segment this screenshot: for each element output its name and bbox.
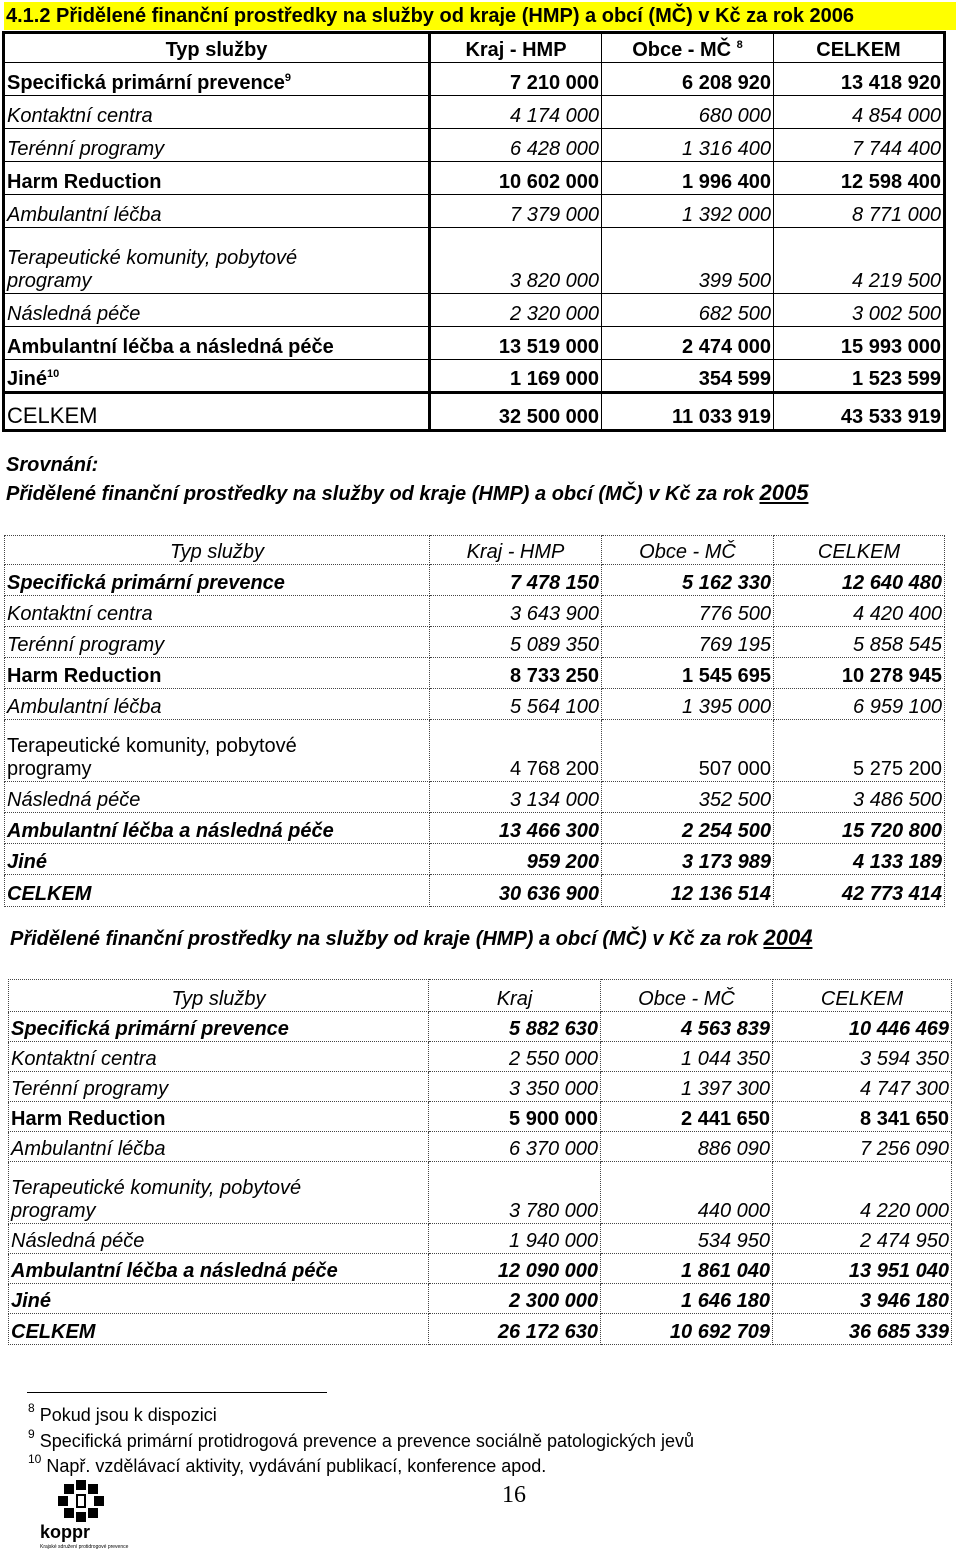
row-label: Terapeutické komunity, pobytové programy — [5, 720, 430, 782]
cell-obce: 6 208 920 — [602, 63, 774, 96]
section-heading: 4.1.2 Přidělené finanční prostředky na služby od kraje (HMP) a obcí (MČ) v Kč za rok 2006 — [4, 2, 956, 30]
cell-celkem: 3 002 500 — [774, 294, 945, 327]
cell-celkem: 13 951 040 — [773, 1254, 952, 1284]
cell-celkem: 12 640 480 — [774, 565, 945, 596]
cell-celkem: 10 278 945 — [774, 658, 945, 689]
cell-kraj: 3 780 000 — [429, 1162, 601, 1224]
cell-obce: 440 000 — [601, 1162, 773, 1224]
col-header-kraj: Kraj - HMP — [430, 33, 602, 63]
table-row — [4, 393, 945, 431]
row-label: Harm Reduction — [4, 162, 430, 195]
cell-celkem: 4 219 500 — [774, 228, 945, 294]
cell-celkem: 3 486 500 — [774, 782, 945, 813]
cell-kraj: 26 172 630 — [429, 1314, 601, 1345]
row-label: Ambulantní léčba a následná péče — [5, 813, 430, 844]
table-row — [9, 1284, 952, 1314]
cell-celkem: 4 133 189 — [774, 844, 945, 875]
row-label: Kontaktní centra — [4, 96, 430, 129]
row-label: Kontaktní centra — [5, 596, 430, 627]
cell-kraj: 5 089 350 — [430, 627, 602, 658]
table-row — [5, 627, 945, 658]
row-label: Jiné — [9, 1284, 429, 1314]
cell-obce: 1 996 400 — [602, 162, 774, 195]
cell-obce: 4 563 839 — [601, 1012, 773, 1042]
row-label: Ambulantní léčba — [4, 195, 430, 228]
cell-celkem: 4 420 400 — [774, 596, 945, 627]
cell-kraj: 3 820 000 — [430, 228, 602, 294]
table-row — [5, 844, 945, 875]
table-row — [5, 658, 945, 689]
cell-celkem: 2 474 950 — [773, 1224, 952, 1254]
cell-obce: 682 500 — [602, 294, 774, 327]
cell-kraj: 3 643 900 — [430, 596, 602, 627]
table-row — [9, 1162, 952, 1224]
row-label: Kontaktní centra — [9, 1042, 429, 1072]
cell-kraj: 5 564 100 — [430, 689, 602, 720]
row-label: Následná péče — [4, 294, 430, 327]
subtitle-2004: Přidělené finanční prostředky na služby od kraje (HMP) a obcí (MČ) v Kč za rok 2004 — [10, 925, 813, 950]
cell-obce: 1 646 180 — [601, 1284, 773, 1314]
cell-celkem: 4 220 000 — [773, 1162, 952, 1224]
cell-obce: 1 392 000 — [602, 195, 774, 228]
cell-celkem: 4 854 000 — [774, 96, 945, 129]
cell-obce: 776 500 — [602, 596, 774, 627]
table-header-row — [4, 33, 945, 63]
table-header-row — [5, 536, 945, 565]
row-label: CELKEM — [5, 875, 430, 907]
cell-kraj: 2 300 000 — [429, 1284, 601, 1314]
cell-celkem: 36 685 339 — [773, 1314, 952, 1345]
cell-obce: 354 599 — [602, 360, 774, 393]
cell-kraj: 10 602 000 — [430, 162, 602, 195]
col-header-obce: Obce - MČ — [602, 536, 774, 565]
table-row — [4, 327, 945, 360]
cell-kraj: 7 478 150 — [430, 565, 602, 596]
row-label: Terénní programy — [4, 129, 430, 162]
table-row — [5, 875, 945, 907]
table-row — [9, 1314, 952, 1345]
row-label: Ambulantní léčba — [5, 689, 430, 720]
cell-kraj: 1 169 000 — [430, 360, 602, 393]
cell-obce: 10 692 709 — [601, 1314, 773, 1345]
cell-obce: 886 090 — [601, 1132, 773, 1162]
cell-obce: 12 136 514 — [602, 875, 774, 907]
cell-kraj: 5 900 000 — [429, 1102, 601, 1132]
page-number: 16 — [502, 1482, 526, 1508]
col-header-kraj: Kraj - HMP — [430, 536, 602, 565]
cell-kraj: 959 200 — [430, 844, 602, 875]
cell-kraj: 5 882 630 — [429, 1012, 601, 1042]
table-2005 — [4, 535, 945, 907]
row-label: Ambulantní léčba — [9, 1132, 429, 1162]
row-label: Následná péče — [9, 1224, 429, 1254]
row-label: Jiné — [5, 844, 430, 875]
cell-celkem: 15 993 000 — [774, 327, 945, 360]
row-label: Terénní programy — [5, 627, 430, 658]
row-label: Ambulantní léčba a následná péče — [4, 327, 430, 360]
table-row — [4, 228, 945, 294]
cell-obce: 352 500 — [602, 782, 774, 813]
cell-kraj: 12 090 000 — [429, 1254, 601, 1284]
cell-celkem: 1 523 599 — [774, 360, 945, 393]
cell-kraj: 13 466 300 — [430, 813, 602, 844]
footnote-10: $^{10}$ Např. vzdělávací aktivity, vydávání publikací, konference apod. — [28, 1452, 547, 1476]
cell-kraj: 2 320 000 — [430, 294, 602, 327]
cell-kraj: 8 733 250 — [430, 658, 602, 689]
cell-kraj: 30 636 900 — [430, 875, 602, 907]
cell-celkem: 3 946 180 — [773, 1284, 952, 1314]
cell-celkem: 10 446 469 — [773, 1012, 952, 1042]
cell-celkem: 42 773 414 — [774, 875, 945, 907]
cell-obce: 3 173 989 — [602, 844, 774, 875]
col-header-obce: Obce - MČ — [601, 980, 773, 1012]
table-row — [4, 162, 945, 195]
cell-kraj: 13 519 000 — [430, 327, 602, 360]
col-header-celkem: CELKEM — [774, 536, 945, 565]
table-row — [9, 1102, 952, 1132]
table-row — [9, 1012, 952, 1042]
cell-obce: 1 044 350 — [601, 1042, 773, 1072]
cell-obce: 1 316 400 — [602, 129, 774, 162]
table-row — [5, 689, 945, 720]
col-header-obce: Obce - MČ $^8$ — [602, 33, 774, 63]
table-row — [4, 195, 945, 228]
cell-kraj: 7 379 000 — [430, 195, 602, 228]
table-2004 — [8, 979, 952, 1345]
cell-celkem: 8 771 000 — [774, 195, 945, 228]
col-header-type: Typ služby — [4, 33, 430, 63]
table-row — [4, 96, 945, 129]
cell-obce: 1 545 695 — [602, 658, 774, 689]
cell-celkem: 8 341 650 — [773, 1102, 952, 1132]
cell-celkem: 6 959 100 — [774, 689, 945, 720]
table-row — [9, 1072, 952, 1102]
cell-obce: 399 500 — [602, 228, 774, 294]
cell-obce: 2 474 000 — [602, 327, 774, 360]
cell-obce: 5 162 330 — [602, 565, 774, 596]
cell-kraj: 3 350 000 — [429, 1072, 601, 1102]
cell-celkem: 4 747 300 — [773, 1072, 952, 1102]
table-row — [4, 294, 945, 327]
logo-tagline: Krajské sdružení protidrogové prevence — [40, 1544, 129, 1550]
cell-kraj: 1 940 000 — [429, 1224, 601, 1254]
footnote-separator — [27, 1392, 327, 1393]
table-row — [5, 782, 945, 813]
table-row — [5, 720, 945, 782]
logo-text: koppr — [40, 1522, 91, 1542]
table-row — [4, 360, 945, 393]
table-row — [4, 129, 945, 162]
cell-kraj: 6 428 000 — [430, 129, 602, 162]
cell-kraj: 2 550 000 — [429, 1042, 601, 1072]
cell-obce: 2 254 500 — [602, 813, 774, 844]
row-label: CELKEM — [4, 393, 430, 431]
table-row — [4, 63, 945, 96]
footnote-9: $^9$ Specifická primární protidrogová prevence a prevence sociálně patologických jevů — [28, 1427, 695, 1451]
footnote-8: $^8$ Pokud jsou k dispozici — [28, 1401, 217, 1425]
row-label: Terapeutické komunity, pobytové programy — [4, 228, 430, 294]
cell-celkem: 13 418 920 — [774, 63, 945, 96]
col-header-kraj: Kraj — [429, 980, 601, 1012]
cell-celkem: 7 744 400 — [774, 129, 945, 162]
row-label: Následná péče — [5, 782, 430, 813]
table-row — [5, 813, 945, 844]
cell-kraj: 6 370 000 — [429, 1132, 601, 1162]
cell-celkem: 5 858 545 — [774, 627, 945, 658]
cell-kraj: 32 500 000 — [430, 393, 602, 431]
cell-obce: 507 000 — [602, 720, 774, 782]
comparison-label: Srovnání: — [6, 454, 99, 476]
cell-obce: 769 195 — [602, 627, 774, 658]
table-row — [9, 1224, 952, 1254]
cell-celkem: 15 720 800 — [774, 813, 945, 844]
row-label: CELKEM — [9, 1314, 429, 1345]
cell-celkem: 7 256 090 — [773, 1132, 952, 1162]
cell-kraj: 3 134 000 — [430, 782, 602, 813]
cell-kraj: 4 768 200 — [430, 720, 602, 782]
col-header-celkem: CELKEM — [774, 33, 945, 63]
cell-obce: 1 395 000 — [602, 689, 774, 720]
row-label: Specifická primární prevence — [5, 565, 430, 596]
cell-celkem: 5 275 200 — [774, 720, 945, 782]
row-label: Specifická primární prevence — [9, 1012, 429, 1042]
koppr-logo-icon — [36, 1478, 136, 1550]
cell-celkem: 3 594 350 — [773, 1042, 952, 1072]
row-label: Jiné$^{10}$ — [4, 360, 430, 393]
row-label: Harm Reduction — [9, 1102, 429, 1132]
table-row — [5, 596, 945, 627]
row-label: Terénní programy — [9, 1072, 429, 1102]
col-header-type: Typ služby — [9, 980, 429, 1012]
subtitle-2005: Přidělené finanční prostředky na služby od kraje (HMP) a obcí (MČ) v Kč za rok 2005 — [6, 480, 809, 505]
cell-obce: 1 397 300 — [601, 1072, 773, 1102]
row-label: Terapeutické komunity, pobytové programy — [9, 1162, 429, 1224]
cell-celkem: 12 598 400 — [774, 162, 945, 195]
cell-obce: 1 861 040 — [601, 1254, 773, 1284]
cell-obce: 680 000 — [602, 96, 774, 129]
row-label: Ambulantní léčba a následná péče — [9, 1254, 429, 1284]
row-label: Specifická primární prevence$^9$ — [4, 63, 430, 96]
cell-celkem: 43 533 919 — [774, 393, 945, 431]
cell-kraj: 4 174 000 — [430, 96, 602, 129]
table-2006 — [2, 31, 946, 432]
table-row — [9, 1042, 952, 1072]
row-label: Harm Reduction — [5, 658, 430, 689]
table-row — [5, 565, 945, 596]
table-row — [9, 1254, 952, 1284]
table-header-row — [9, 980, 952, 1012]
koppr-logo — [36, 1478, 136, 1550]
cell-obce: 2 441 650 — [601, 1102, 773, 1132]
col-header-type: Typ služby — [5, 536, 430, 565]
col-header-celkem: CELKEM — [773, 980, 952, 1012]
table-row — [9, 1132, 952, 1162]
cell-kraj: 7 210 000 — [430, 63, 602, 96]
cell-obce: 534 950 — [601, 1224, 773, 1254]
cell-obce: 11 033 919 — [602, 393, 774, 431]
